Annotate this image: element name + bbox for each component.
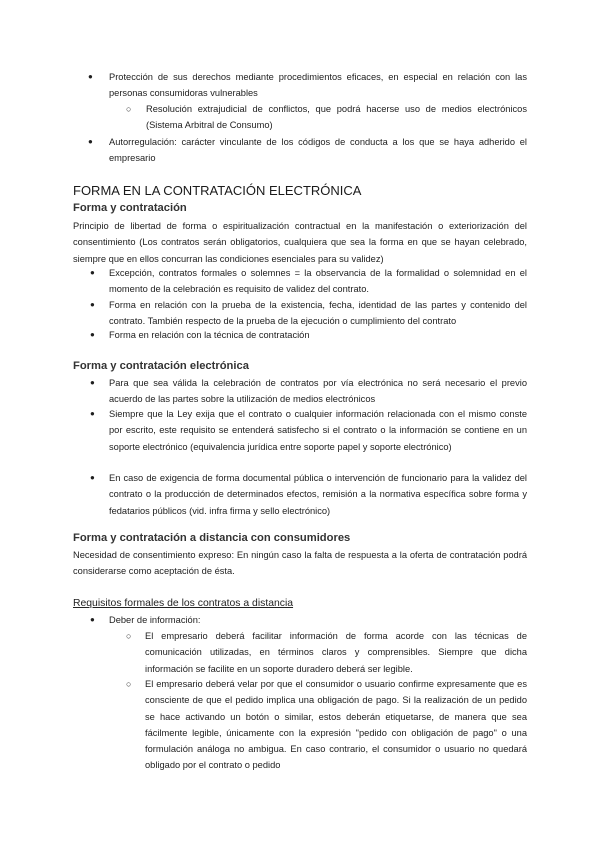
bullet-icon: ● [90,268,95,277]
section-heading-forma-contratacion: Forma y contratación [73,202,187,214]
bullet-icon: ● [90,330,95,339]
sub-list-item: El empresario deberá facilitar información de forma acorde con las técnicas de comunicación utilizadas, en términos claros y comprensibles. Siempre que dicha información se facilite en un soporte duradero deberá ser legible. [145,631,527,674]
main-heading: FORMA EN LA CONTRATACIÓN ELECTRÓNICA [73,183,362,198]
sub-list-item: El empresario deberá velar por que el consumidor o usuario confirme expresamente que es consciente de que el pedido implica una obligación de pago. Si la realización de un pedido se hace activando un botón o similar, estos deberán etiquetarse, de manera que sea fácilmente legible, únicamente con la expresión "pedido con obligación de pago" o una formulación análoga no ambigua. En caso contrario, el consumidor o usuario no quedará obligado por el contrato o pedido [145,679,527,771]
bullet-icon: ● [90,378,95,387]
list-item: Excepción, contratos formales o solemnes = la observancia de la formalidad o solemnidad en el momento de la celebración es requisito de validez del contrato. [109,268,527,295]
section-heading-distancia-consumidores: Forma y contratación a distancia con consumidores [73,532,351,544]
bullet-icon: ● [90,300,95,309]
bullet-icon: ● [88,137,93,146]
bullet-icon: ● [90,473,95,482]
section-heading-forma-electronica: Forma y contratación electrónica [73,360,249,372]
sub-bullet-icon: ○ [126,104,132,114]
section-heading-requisitos-formales: Requisitos formales de los contratos a distancia [73,598,294,609]
bullet-icon: ● [90,615,95,624]
list-item: Forma en relación con la técnica de contratación [109,330,310,340]
list-item: Autorregulación: carácter vinculante de los códigos de conducta a los que se haya adherido el empresario [109,137,527,164]
list-item: Deber de información: [109,615,201,625]
sub-list-item: Resolución extrajudicial de conflictos, que podrá hacerse uso de medios electrónicos (Sistema Arbitral de Consumo) [146,104,527,131]
list-item: Protección de sus derechos mediante procedimientos eficaces, en especial en relación con las personas consumidoras vulnerables [109,72,527,99]
paragraph-libertad-forma: Principio de libertad de forma o espiritualización contractual en la manifestación o exteriorización del consentimiento (Los contratos serán obligatorios, cualquiera que sea la forma en que se hayan celebrado, siempre que en ellos concurran las condiciones esenciales para su validez) [73,221,527,264]
list-item: Para que sea válida la celebración de contratos por vía electrónica no será necesario el previo acuerdo de las partes sobre la utilización de medios electrónicos [109,378,527,405]
bullet-icon: ● [88,72,93,81]
sub-bullet-icon: ○ [126,679,132,689]
list-item: Siempre que la Ley exija que el contrato o cualquier información relacionada con el mismo conste por escrito, este requisito se entenderá satisfecho si el contrato o la información se contiene en un soporte electrónico (equivalencia jurídica entre soporte papel y soporte electrónico) [109,409,527,452]
bullet-icon: ● [90,409,95,418]
sub-bullet-icon: ○ [126,631,132,641]
list-item: Forma en relación con la prueba de la existencia, fecha, identidad de las partes y contenido del contrato. También respecto de la prueba de la ejecución o cumplimiento del contrato [109,300,527,327]
list-item: En caso de exigencia de forma documental pública o intervención de funcionario para la validez del contrato o la producción de determinados efectos, remisión a la normativa específica sobre forma y fedatarios públicos (vid. infra firma y sello electrónico) [109,473,527,516]
paragraph-consentimiento-expreso: Necesidad de consentimiento expreso: En ningún caso la falta de respuesta a la oferta de contratación podrá considerarse como aceptación de ésta. [73,550,527,577]
